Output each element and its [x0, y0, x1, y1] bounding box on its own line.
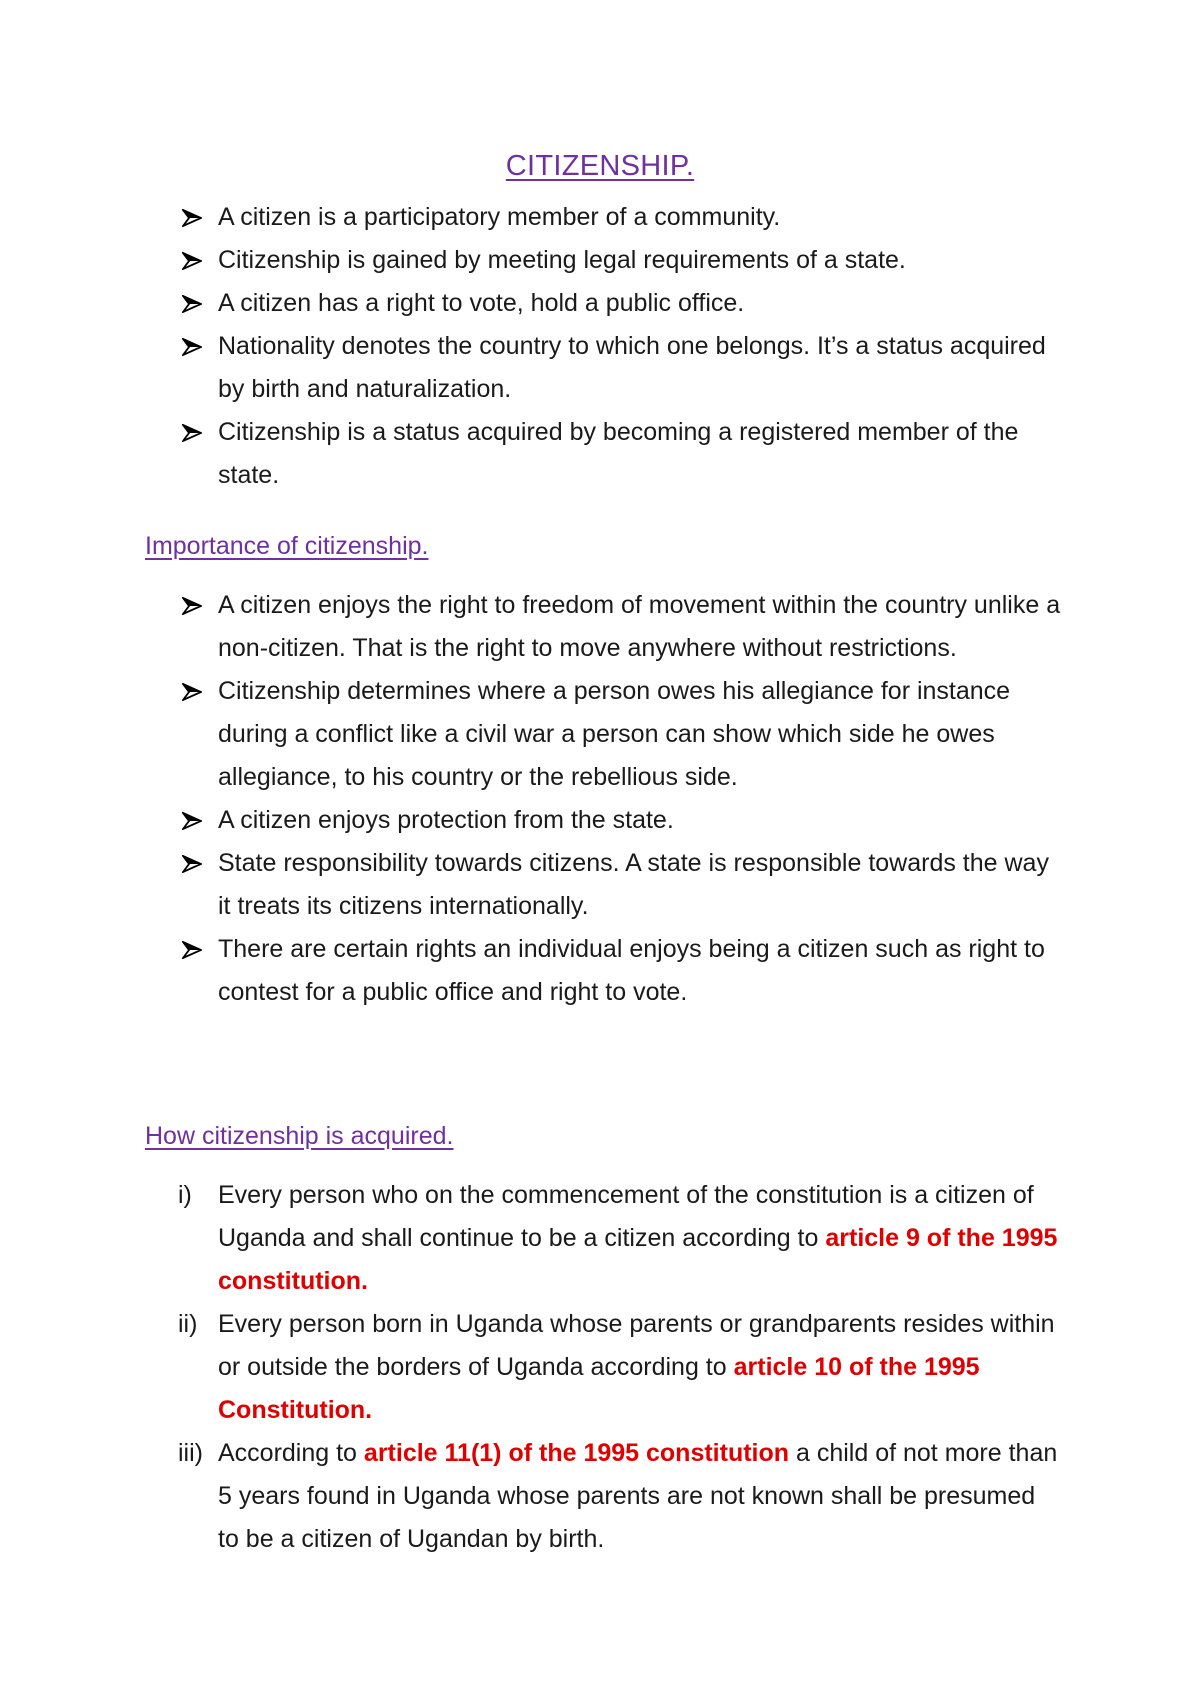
- arrowhead-bullet-icon: [182, 670, 204, 713]
- list-item: [182, 799, 1062, 842]
- list-item-text: According to: [218, 1439, 364, 1467]
- roman-numeral: iii): [178, 1439, 203, 1467]
- list-item: [182, 325, 1062, 411]
- list-item: [182, 842, 1062, 928]
- arrowhead-bullet-icon: [182, 928, 204, 971]
- article-reference: article 9 of the 1995 constitution.: [218, 1224, 1058, 1295]
- list-item-text: Citizenship is a status acquired by becoming a registered member of the state.: [218, 418, 1019, 489]
- list-item-text: A citizen enjoys the right to freedom of movement within the country unlike a non-citizen. That is the right to move anywhere without restrictions.: [218, 591, 1061, 662]
- list-item: [178, 1174, 1062, 1303]
- list-item: [182, 928, 1062, 1014]
- intro-list: [182, 196, 1062, 497]
- arrowhead-bullet-icon: [182, 196, 204, 239]
- acquisition-list: [178, 1174, 1062, 1561]
- arrowhead-bullet-icon: [182, 799, 204, 842]
- list-item-text: A citizen enjoys protection from the state.: [218, 806, 674, 834]
- list-item: [178, 1303, 1062, 1432]
- list-item-text: a child of not more than 5 years found in Uganda whose parents are not known shall be presumed to be a citizen of Ugandan by birth.: [218, 1439, 1058, 1553]
- arrowhead-bullet-icon: [182, 411, 204, 454]
- list-item: [182, 411, 1062, 497]
- article-reference: article 11(1) of the 1995 constitution: [363, 1439, 790, 1467]
- list-item-text: Every person who on the commencement of the constitution is a citizen of Uganda and shall continue to be a citizen according to: [218, 1181, 1034, 1252]
- list-item: [182, 282, 1062, 325]
- arrowhead-bullet-icon: [182, 584, 204, 627]
- list-item-text: State responsibility towards citizens. A state is responsible towards the way it treats its citizens internationally.: [218, 849, 1049, 920]
- arrowhead-bullet-icon: [182, 842, 204, 885]
- article-reference: article 10 of the 1995 Constitution.: [218, 1353, 980, 1424]
- roman-numeral: ii): [178, 1310, 198, 1338]
- list-item: [182, 584, 1062, 670]
- list-item-text: A citizen has a right to vote, hold a public office.: [218, 289, 745, 317]
- list-item: [178, 1432, 1062, 1561]
- list-item-text: Every person born in Uganda whose parents or grandparents resides within or outside the borders of Uganda according to: [218, 1310, 1055, 1381]
- list-item-text: A citizen is a participatory member of a community.: [218, 203, 781, 231]
- acquisition-heading: How citizenship is acquired.: [145, 1122, 454, 1150]
- list-item: [182, 239, 1062, 282]
- list-item-text: Nationality denotes the country to which one belongs. It’s a status acquired by birth and naturalization.: [218, 332, 1046, 403]
- list-item-text: Citizenship is gained by meeting legal requirements of a state.: [218, 246, 906, 274]
- importance-heading: Importance of citizenship.: [145, 532, 429, 560]
- list-item: [182, 196, 1062, 239]
- importance-list: [182, 584, 1062, 1014]
- arrowhead-bullet-icon: [182, 282, 204, 325]
- list-item-text: Citizenship determines where a person owes his allegiance for instance during a conflict like a civil war a person can show which side he owes allegiance, to his country or the rebellious side.: [218, 677, 1011, 791]
- roman-numeral: i): [178, 1181, 192, 1209]
- list-item: [182, 670, 1062, 799]
- arrowhead-bullet-icon: [182, 325, 204, 368]
- arrowhead-bullet-icon: [182, 239, 204, 282]
- list-item-text: There are certain rights an individual enjoys being a citizen such as right to contest for a public office and right to vote.: [218, 935, 1045, 1006]
- page-title: CITIZENSHIP.: [505, 150, 695, 182]
